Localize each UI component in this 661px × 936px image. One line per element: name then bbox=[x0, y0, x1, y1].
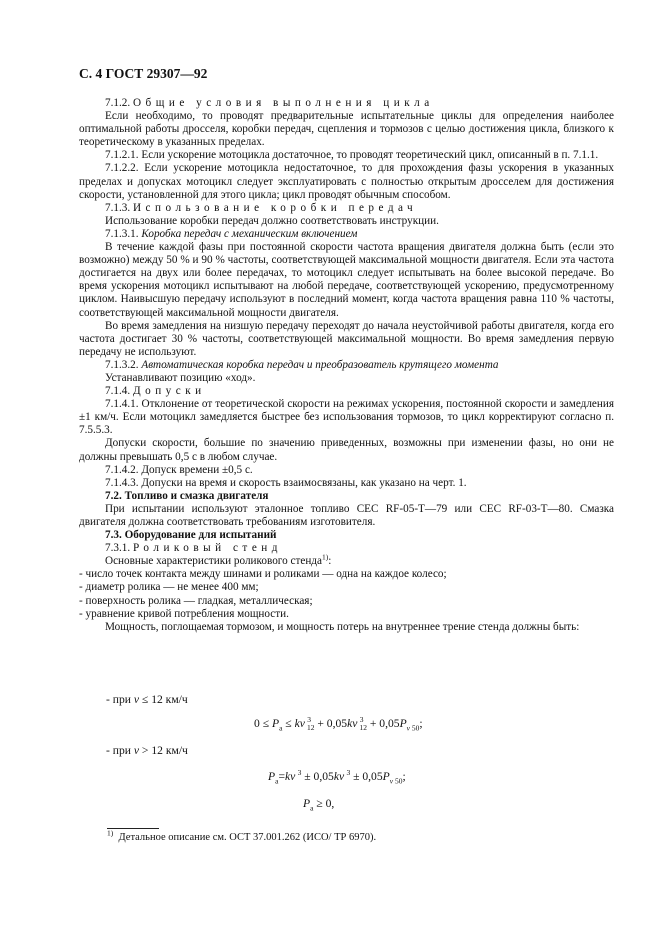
paragraph-text: 7.1.4.1. Отклонение от теоретической скорости на режимах ускорения, постоянной скорости и замедления ±1 км/ч. Если мотоцикл замедляется быстрее без использования тормозов, то цикл корректируют согласно п. 7.5.5.3. bbox=[79, 398, 614, 437]
section-number: 7.1.2. bbox=[105, 97, 131, 109]
paragraph bbox=[79, 621, 614, 634]
list-item-text: - уравнение кривой потребления мощности. bbox=[79, 607, 289, 620]
paragraph bbox=[79, 503, 614, 529]
list-item-text: - поверхность ролика — гладкая, металлическая; bbox=[79, 594, 313, 607]
footnote bbox=[107, 828, 377, 843]
section-number: 7.3.1. bbox=[105, 542, 131, 555]
footnote-divider bbox=[107, 828, 159, 829]
section-number: 7.2. bbox=[105, 489, 122, 502]
paragraph-text: 7.1.4.3. Допуски на время и скорость взаимосвязаны, как указано на черт. 1. bbox=[105, 476, 467, 489]
list-item bbox=[79, 581, 614, 594]
paragraph-text: Допуски скорости, большие по значению приведенных, возможны при изменении фазы, но они не должны превышать 0,5 с в любом случае. bbox=[79, 437, 614, 463]
section-number: 7.1.3.2. bbox=[105, 358, 139, 371]
paragraph bbox=[79, 149, 614, 162]
paragraph-text: 7.1.2.2. Если ускорение мотоцикла недостаточное, то для прохождения фазы ускорения в указанных пределах и допусках мотоцикл следует эксплуатировать с полностью открытым дросселем для достижения скорости, установленной для этого цикла; цикл проводят обычным способом. bbox=[79, 162, 614, 201]
paragraph bbox=[79, 552, 614, 568]
section-heading bbox=[79, 97, 614, 110]
paragraph-text: В течение каждой фазы при постоянной скорости частота вращения двигателя должна быть (если это возможно) между 50 % и 90 % частоты, соответствующей максимальной мощности двигателя. Если эта частота достигается на двух или более передачах, то мотоцикл следует испытывать на более высокой передаче. Во время ускорения мотоцикл испытывают на любой передаче, соответствующей ускорению, предусмотренному циклом. Наивысшую передачу используют в последний момент, когда частота вращения равна 110 % частоты, соответствующей максимальной мощности двигателя. bbox=[79, 241, 614, 319]
paragraph-text: 7.1.4.2. Допуск времени ±0,5 с. bbox=[105, 463, 253, 476]
paragraph bbox=[79, 437, 614, 463]
list-item-text: - число точек контакта между шинами и роликами — одна на каждое колесо; bbox=[79, 568, 447, 581]
footnote-text: Детальное описание см. ОСТ 37.001.262 (ИСО/ ТР 6970). bbox=[118, 832, 377, 843]
list-item bbox=[79, 608, 614, 621]
section-title: Роликовый стенд bbox=[132, 542, 282, 555]
condition-low-speed: - при v ≤ 12 км/ч bbox=[106, 693, 188, 706]
section-heading bbox=[79, 529, 614, 542]
formula-1: $0 \le P_a$ ≤ kv $^3_{12}$ + 0,05kv $^3_{12} + 0,05P_{v 50}$; bbox=[254, 715, 423, 733]
paragraph bbox=[79, 241, 614, 320]
paragraph-text: При испытании используют эталонное топливо CEC RF-05-T—79 или CEC RF-03-T—80. Смазка двигателя должна соответствовать требованиям изготовителя. bbox=[79, 502, 614, 528]
section-heading bbox=[79, 202, 614, 215]
section-heading bbox=[79, 490, 614, 503]
paragraph-text: 7.1.2.1. Если ускорение мотоцикла достаточное, то проводят теоретический цикл, описанный в п. 7.1.1. bbox=[105, 149, 599, 162]
section-heading bbox=[79, 542, 614, 555]
paragraph bbox=[79, 110, 614, 149]
paragraph bbox=[79, 398, 614, 437]
section-number: 7.1.4. bbox=[105, 385, 131, 398]
section-title: Топливо и смазка двигателя bbox=[124, 489, 269, 502]
paragraph bbox=[79, 162, 614, 201]
section-title: Коробка передач с механическим включением bbox=[141, 227, 358, 240]
section-title: Оборудование для испытаний bbox=[124, 529, 277, 542]
paragraph-text: Основные характеристики роликового стенда bbox=[105, 555, 322, 568]
section-title: Общие условия выполнения цикла bbox=[132, 97, 434, 109]
paragraph-text: Если необходимо, то проводят предварительные испытательные циклы для определения наиболее оптимальной работы дросселя, коробки передач, сцепления и тормозов с целью достижения цикла, близкого к теоретическому в указанных пределах. bbox=[79, 110, 614, 149]
formula-3: $P_a \ge 0$, bbox=[303, 797, 335, 813]
paragraph bbox=[79, 477, 614, 490]
section-number: 7.1.3. bbox=[105, 201, 131, 214]
footnote-mark: 1) bbox=[107, 828, 114, 838]
document-body bbox=[79, 97, 614, 634]
paragraph bbox=[79, 372, 614, 385]
section-title: Использование коробки передач bbox=[132, 201, 418, 214]
section-number: 7.1.3.1. bbox=[105, 227, 139, 240]
formula-2: $P_a=kv$ $^3$ ± 0,05kv $^3 \pm 0,05P_{v 50}$; bbox=[268, 768, 406, 786]
section-heading bbox=[79, 228, 614, 241]
paragraph-text: Устанавливают позицию «ход». bbox=[105, 371, 256, 384]
section-heading bbox=[79, 359, 614, 372]
section-title: Автоматическая коробка передач и преобразователь крутящего момента bbox=[141, 358, 499, 371]
paragraph bbox=[79, 215, 614, 228]
list-item-text: - диаметр ролика — не менее 400 мм; bbox=[79, 581, 259, 594]
section-number: 7.3. bbox=[105, 529, 122, 542]
section-heading bbox=[79, 385, 614, 398]
list-item bbox=[79, 595, 614, 608]
footnote-ref: 1) bbox=[321, 552, 329, 562]
section-title: Допуски bbox=[132, 385, 206, 398]
paragraph-text: Мощность, поглощаемая тормозом, и мощность потерь на внутреннее трение стенда должны быть: bbox=[105, 620, 580, 633]
condition-high-speed: - при v > 12 км/ч bbox=[106, 744, 188, 757]
paragraph-text: Во время замедления на низшую передачу переходят до начала неустойчивой работы двигателя, когда его частота достигает 30 % частоты, соответствующей максимальной мощности. Во время замедления первую передачу не используют. bbox=[79, 319, 614, 358]
paragraph bbox=[79, 320, 614, 359]
list-item bbox=[79, 568, 614, 581]
page-header: С. 4 ГОСТ 29307—92 bbox=[79, 66, 208, 81]
paragraph-text: Использование коробки передач должно соответствовать инструкции. bbox=[105, 214, 439, 227]
paragraph bbox=[79, 464, 614, 477]
paragraph-text: : bbox=[328, 555, 332, 568]
